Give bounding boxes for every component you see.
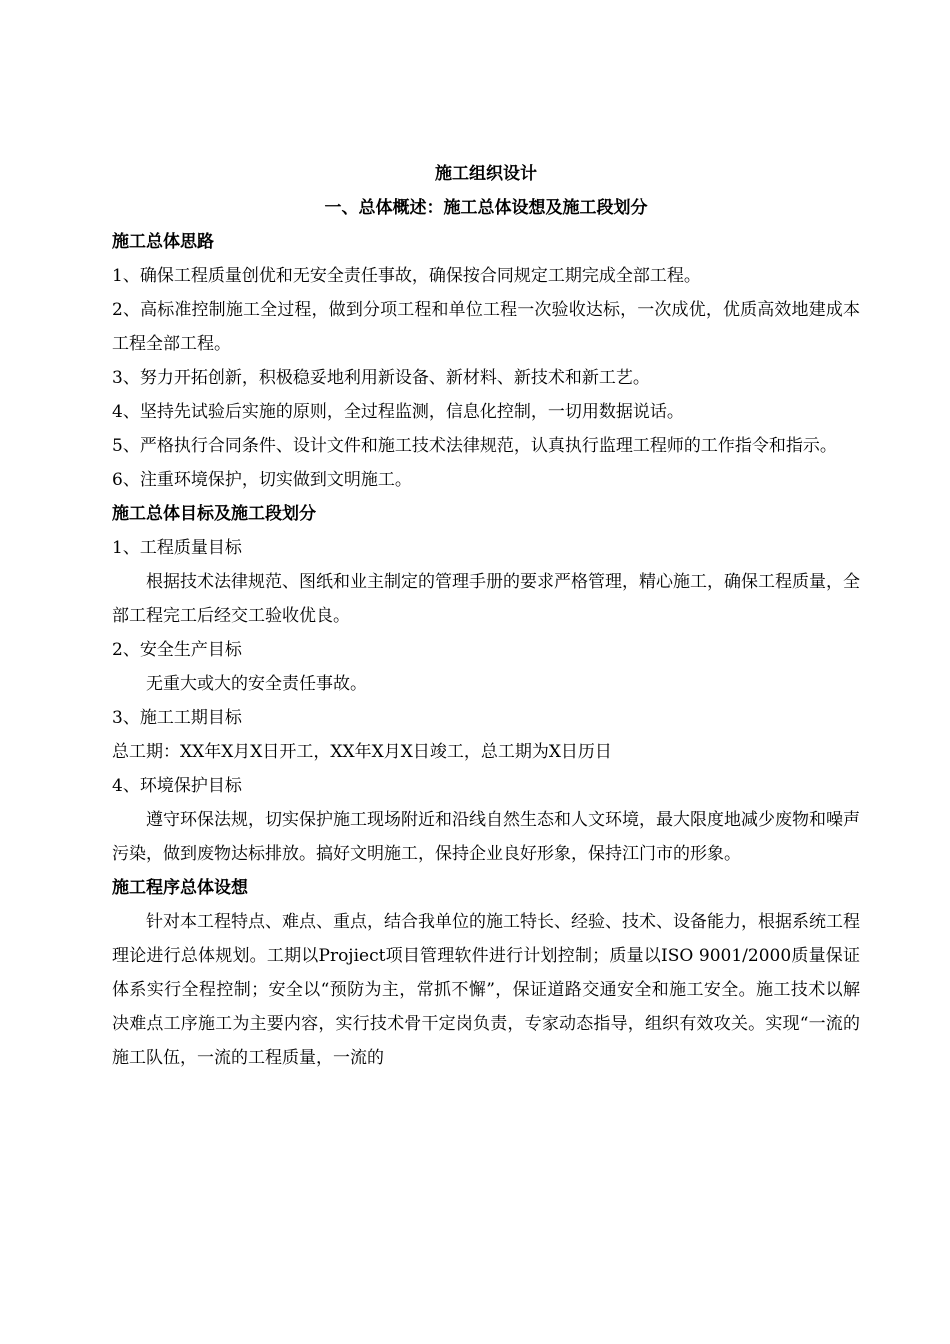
- goal-environment-title: 4、环境保护目标: [112, 776, 242, 796]
- section-heading-goals: 施工总体目标及施工段划分: [112, 504, 316, 524]
- approach-item-5: 5、严格执行合同条件、设计文件和施工技术法律规范，认真执行监理工程师的工作指令和指示。: [112, 436, 837, 456]
- section-heading-procedure: 施工程序总体设想: [112, 878, 248, 898]
- approach-item-4: 4、坚持先试验后实施的原则，全过程监测，信息化控制，一切用数据说话。: [112, 402, 684, 422]
- goal-safety-title: 2、安全生产目标: [112, 640, 242, 660]
- section-heading-approach: 施工总体思路: [112, 232, 214, 252]
- goal-quality-text: 根据技术法律规范、图纸和业主制定的管理手册的要求严格管理，精心施工，确保工程质量，全部工程完工后经交工验收优良。: [112, 572, 860, 626]
- goal-schedule-text: 总工期：XX年X月X日开工，XX年X月X日竣工，总工期为X日历日: [112, 742, 612, 762]
- approach-item-1: 1、确保工程质量创优和无安全责任事故，确保按合同规定工期完成全部工程。: [112, 266, 701, 286]
- goal-environment-text: 遵守环保法规，切实保护施工现场附近和沿线自然生态和人文环境，最大限度地减少废物和噪声污染，做到废物达标排放。搞好文明施工，保持企业良好形象，保持江门市的形象。: [112, 810, 860, 864]
- document-title: 施工组织设计: [435, 164, 537, 184]
- approach-item-3: 3、努力开拓创新，积极稳妥地利用新设备、新材料、新技术和新工艺。: [112, 368, 650, 388]
- document-subtitle: 一、总体概述：施工总体设想及施工段划分: [324, 198, 648, 218]
- goal-safety-text: 无重大或大的安全责任事故。: [146, 674, 367, 694]
- approach-item-2: 2、高标准控制施工全过程，做到分项工程和单位工程一次验收达标，一次成优，优质高效地建成本工程全部工程。: [112, 300, 860, 354]
- goal-schedule-title: 3、施工工期目标: [112, 708, 242, 728]
- procedure-text: 针对本工程特点、难点、重点，结合我单位的施工特长、经验、技术、设备能力，根据系统工程理论进行总体规划。工期以Projiect项目管理软件进行计划控制；质量以ISO 9001/2000质量保证体系实行全程控制；安全以“预防为主，常抓不懈”，保证道路交通安全和施工安全。施工技术以解决难点工序施工为主要内容，实行技术骨干定岗负责，专家动态指导，组织有效攻关。实现“一流的施工队伍，一流的工程质量，一流的: [112, 912, 860, 1068]
- document-body: [112, 157, 860, 1075]
- approach-item-6: 6、注重环境保护，切实做到文明施工。: [112, 470, 412, 490]
- goal-quality-title: 1、工程质量目标: [112, 538, 242, 558]
